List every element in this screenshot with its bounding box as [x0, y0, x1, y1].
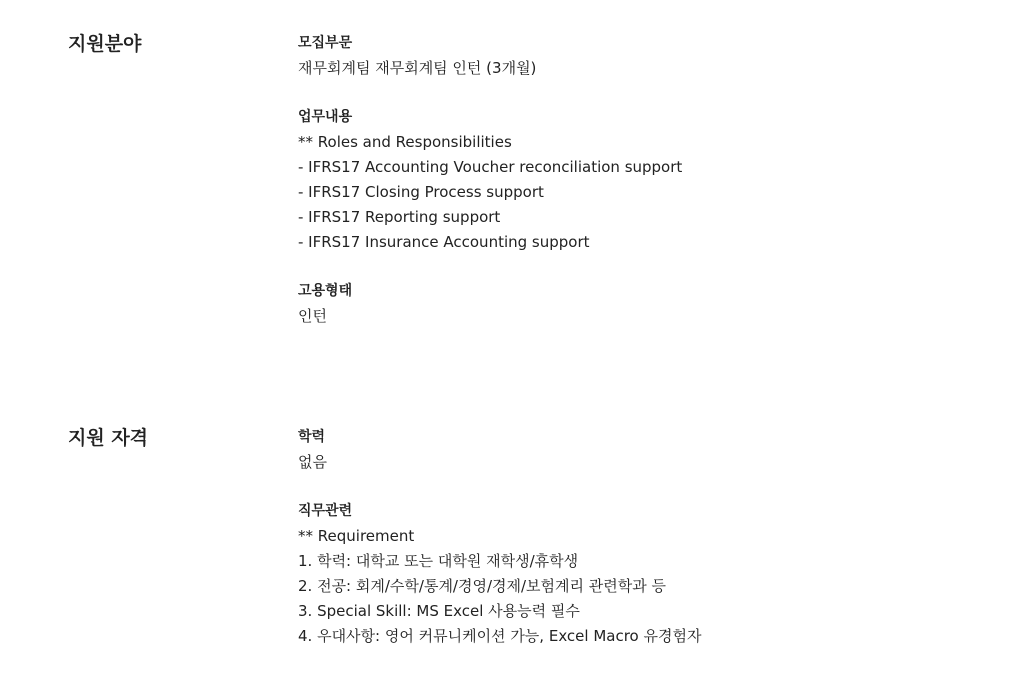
- field-label-job-related: 직무관련: [298, 503, 353, 519]
- field-recruitment-division: [298, 31, 998, 81]
- field-job-related: [298, 499, 998, 649]
- section-title-qualifications: 지원 자격: [68, 427, 149, 449]
- section-title-application-field: 지원분야: [68, 33, 142, 55]
- field-value-line: 3. Special Skill: MS Excel 사용능력 필수: [298, 602, 580, 620]
- field-job-description: [298, 105, 998, 255]
- section-body-application-field: [298, 31, 998, 353]
- field-label-recruitment-division: 모집부문: [298, 35, 353, 51]
- field-value-line: - IFRS17 Reporting support: [298, 208, 501, 226]
- field-label-employment-type: 고용형태: [298, 283, 353, 299]
- field-label-education: 학력: [298, 429, 326, 445]
- field-value-line: - IFRS17 Accounting Voucher reconciliation support: [298, 158, 683, 176]
- field-value-line: 1. 학력: 대학교 또는 대학원 재학생/휴학생: [298, 552, 579, 570]
- field-value-line: - IFRS17 Insurance Accounting support: [298, 233, 590, 251]
- section-body-qualifications: [298, 425, 998, 673]
- field-value-line: ** Requirement: [298, 527, 415, 545]
- field-employment-type: [298, 279, 998, 329]
- field-education: [298, 425, 998, 475]
- field-value-line: - IFRS17 Closing Process support: [298, 183, 544, 201]
- field-value-line: 2. 전공: 회계/수학/통계/경영/경제/보험계리 관련학과 등: [298, 577, 666, 595]
- field-label-job-description: 업무내용: [298, 109, 353, 125]
- field-value-line: 4. 우대사항: 영어 커뮤니케이션 가능, Excel Macro 유경험자: [298, 627, 702, 645]
- field-value-line: 재무회계팀 재무회계팀 인턴 (3개월): [298, 59, 537, 77]
- field-value-line: 인턴: [298, 307, 327, 325]
- field-value-line: ** Roles and Responsibilities: [298, 133, 512, 151]
- field-value-line: 없음: [298, 453, 327, 471]
